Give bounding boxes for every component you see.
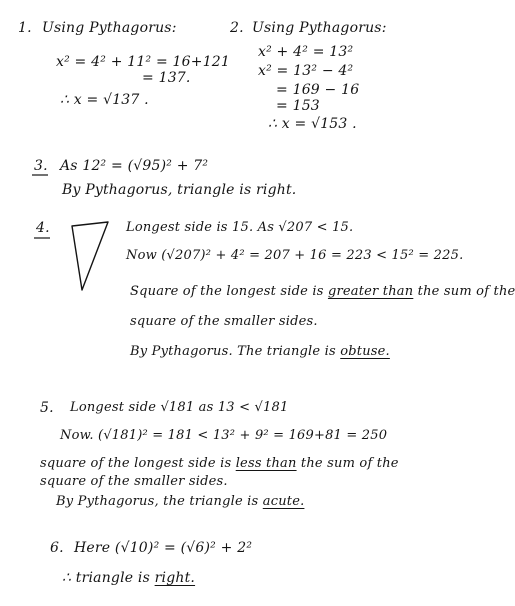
q6-right: right. [154, 570, 196, 586]
q4-obtuse: obtuse. [340, 344, 390, 359]
q2-line-1: x² + 4² = 13² [258, 44, 354, 60]
q4-line-2: Now (√207)² + 4² = 207 + 16 = 223 < 15² = 225. [126, 248, 464, 263]
q5-line-3 [40, 456, 399, 472]
q4-greater-than: greater than [327, 284, 414, 299]
q6-conclusion [62, 570, 195, 586]
q3-line-1: As 12² = (√95)² + 7² [60, 158, 209, 174]
q5-line-1: Longest side √181 as 13 < √181 [70, 400, 289, 415]
q4-line-3-end: the sum of the [417, 284, 515, 299]
q5-less-than: less than [235, 456, 297, 471]
q5-line-3-end: the sum of the [300, 456, 399, 471]
q2-line-3: = 169 − 16 [276, 82, 360, 98]
q2-line-2: x² = 13² − 4² [258, 63, 354, 79]
q6-line-1: Here (√10)² = (√6)² + 2² [74, 540, 253, 556]
q1-line-1: x² = 4² + 11² = 16+121 [56, 54, 231, 70]
q4-conclusion [130, 344, 390, 360]
q6-conclusion-start: ∴ triangle is [62, 570, 150, 586]
q4-line-1: Longest side is 15. As √207 < 15. [126, 220, 354, 235]
q4-number: 4. [36, 220, 50, 236]
q4-line-3-start: Square of the longest side is [130, 284, 324, 299]
q1-number: 1. [18, 20, 32, 36]
q4-conclusion-start: By Pythagorus. The triangle is [130, 344, 336, 359]
q2-answer: ∴ x = √153 . [268, 116, 357, 132]
q4-line-4: square of the smaller sides. [130, 314, 318, 329]
q5-line-3-start: square of the longest side is [40, 456, 232, 471]
q2-title: Using Pythagorus: [252, 20, 387, 36]
q5-conclusion-start: By Pythagorus, the triangle is [56, 494, 259, 509]
obtuse-triangle-sketch [72, 222, 108, 290]
q1-line-2: = 137. [142, 70, 191, 86]
q5-acute: acute. [262, 494, 305, 509]
q1-title: Using Pythagorus: [42, 20, 177, 36]
q3-line-2: By Pythagorus, triangle is right. [62, 182, 297, 198]
q2-number: 2. [230, 20, 244, 36]
q5-number: 5. [40, 400, 54, 416]
q2-line-4: = 153 [276, 98, 320, 114]
q3-number: 3. [34, 158, 48, 174]
q4-line-3 [130, 284, 515, 300]
q5-line-2: Now. (√181)² = 181 < 13² + 9² = 169+81 = 250 [60, 428, 388, 443]
q6-number: 6. [50, 540, 64, 556]
q1-answer: ∴ x = √137 . [60, 92, 149, 108]
q5-conclusion [56, 494, 304, 510]
q5-line-4: square of the smaller sides. [40, 474, 228, 489]
